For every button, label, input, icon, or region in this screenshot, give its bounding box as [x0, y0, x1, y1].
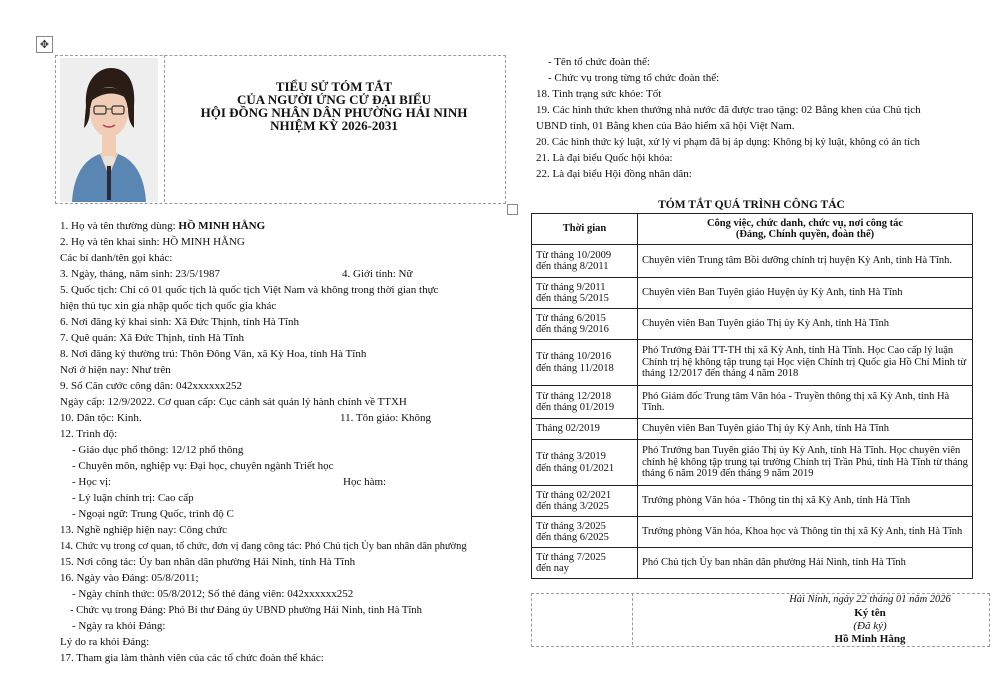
time-cell	[532, 386, 638, 419]
work-cell: Chuyên viên Ban Tuyên giáo Thị ủy Kỳ Anh, tỉnh Hà Tĩnh	[638, 309, 973, 340]
time-cell	[532, 440, 638, 486]
time-to: đến tháng 6/2025	[536, 532, 609, 543]
degree-line: - Học vị:	[72, 476, 112, 488]
occupation-line: 13. Nghề nghiệp hiện nay: Công chức	[60, 524, 227, 536]
awards-line-cont: UBND tỉnh, 01 Bằng khen của Bảo hiểm xã hội Việt Nam.	[536, 120, 795, 132]
title-line: TIỂU SỬ TÓM TẮT	[275, 79, 393, 94]
table-row	[532, 340, 973, 386]
full-name-value: HỒ MINH HẰNG	[178, 220, 266, 232]
org-position-line: - Chức vụ trong từng tổ chức đoàn thể:	[548, 72, 720, 84]
time-to: đến tháng 11/2018	[536, 362, 614, 374]
title-line: HỘI ĐỒNG NHÂN DÂN PHƯỜNG HẢI NINH	[200, 105, 468, 120]
table-row	[532, 486, 973, 517]
time-from: Từ tháng 9/2011	[536, 281, 606, 293]
table-row	[532, 440, 973, 486]
time-cell	[532, 309, 638, 340]
table-resize-icon[interactable]	[507, 204, 518, 215]
work-history-title: TÓM TẮT QUÁ TRÌNH CÔNG TÁC	[658, 199, 845, 211]
work-cell: Chuyên viên Trung tâm Bồi dưỡng chính trị huyện Kỳ Anh, tỉnh Hà Tĩnh.	[638, 245, 973, 278]
current-residence-line: Nơi ở hiện nay: Như trên	[60, 364, 171, 376]
hometown-line: 7. Quê quán: Xã Đức Thịnh, tỉnh Hà Tĩnh	[60, 332, 244, 344]
header-work	[638, 214, 973, 245]
id-number-line: 9. Số Căn cước công dân: 042xxxxxx252	[60, 380, 242, 392]
health-line: 18. Tình trạng sức khỏe: Tốt	[536, 88, 662, 100]
time-from: Từ tháng 7/2025	[536, 551, 606, 563]
birthdate-line: 3. Ngày, tháng, năm sinh: 23/5/1987	[60, 268, 220, 280]
nationality-line: 5. Quốc tịch: Chỉ có 01 quốc tịch là quốc tịch Việt Nam và không trong thời gian thực	[60, 284, 439, 296]
time-from: Từ tháng 10/2009	[536, 249, 612, 261]
time-from: Từ tháng 02/2021	[536, 489, 612, 501]
time-cell	[532, 419, 638, 440]
birth-name-line: 2. Họ và tên khai sinh: HỒ MINH HẰNG	[60, 236, 245, 248]
ethnicity-line: 10. Dân tộc: Kinh.	[60, 412, 142, 424]
title-line: NHIỆM KỲ 2026-2031	[270, 118, 398, 133]
time-from: Từ tháng 6/2015	[536, 312, 606, 324]
time-cell	[532, 486, 638, 517]
work-cell: Phó Chủ tịch Ủy ban nhân dân phường Hải Ninh, tỉnh Hà Tĩnh	[638, 548, 973, 579]
table-row	[532, 278, 973, 309]
table-move-icon[interactable]: ✥	[36, 36, 53, 53]
academic-title-line: Học hàm:	[343, 476, 387, 488]
table-row	[532, 309, 973, 340]
time-cell	[532, 340, 638, 386]
work-cell: Chuyên viên Ban Tuyên giáo Thị ủy Kỳ Anh, tỉnh Hà Tĩnh	[638, 419, 973, 440]
work-cell: Chuyên viên Ban Tuyên giáo Huyện ủy Kỳ Anh, tỉnh Hà Tĩnh	[638, 278, 973, 309]
table-row	[532, 548, 973, 579]
table-row	[532, 386, 973, 419]
birth-registration-line: 6. Nơi đăng ký khai sinh: Xã Đức Thịnh, tỉnh Hà Tĩnh	[60, 316, 299, 328]
time-from: Từ tháng 12/2018	[536, 390, 612, 402]
general-education-line: - Giáo dục phổ thông: 12/12 phổ thông	[72, 444, 244, 456]
time-cell	[532, 245, 638, 278]
work-history-table	[531, 213, 973, 579]
party-leave-reason-line: Lý do ra khỏi Đảng:	[60, 636, 150, 648]
awards-line: 19. Các hình thức khen thưởng nhà nước đã được trao tặng: 02 Bằng khen của Chủ tịch	[536, 104, 921, 116]
signed-note: (Đã ký)	[853, 620, 887, 632]
foreign-language-line: - Ngoại ngữ: Trung Quốc, trình độ C	[72, 508, 234, 520]
table-header-row	[532, 214, 973, 245]
specialization-line: - Chuyên môn, nghiệp vụ: Đại học, chuyên ngành Triết học	[72, 460, 334, 472]
table-row	[532, 245, 973, 278]
education-heading: 12. Trình độ:	[60, 428, 118, 440]
discipline-line: 20. Các hình thức kỷ luật, xử lý vi phạm đã bị áp dụng: Không bị kỷ luật, không có án tích	[536, 137, 920, 148]
permanent-residence-line: 8. Nơi đăng ký thường trú: Thôn Đông Văn, xã Kỳ Hoa, tỉnh Hà Tĩnh	[60, 348, 367, 360]
gender-line: 4. Giới tính: Nữ	[342, 268, 413, 280]
signature-label: Ký tên	[854, 607, 886, 619]
organizations-line: 17. Tham gia làm thành viên của các tổ chức đoàn thể khác:	[60, 652, 324, 664]
table-row	[532, 517, 973, 548]
id-issue-line: Ngày cấp: 12/9/2022. Cơ quan cấp: Cục cảnh sát quản lý hành chính về TTXH	[60, 396, 407, 408]
time-cell	[532, 548, 638, 579]
header-work-line: (Đảng, Chính quyền, đoàn thể)	[735, 229, 875, 240]
full-name-label: 1. Họ và tên thường dùng:	[60, 220, 179, 232]
table-row	[532, 419, 973, 440]
work-cell: Trưởng phòng Văn hóa - Thông tin thị xã Kỳ Anh, tỉnh Hà Tĩnh	[638, 486, 973, 517]
signer-name: Hồ Minh Hằng	[834, 633, 906, 645]
national-assembly-line: 21. Là đại biểu Quốc hội khóa:	[536, 152, 673, 164]
workplace-line: 15. Nơi công tác: Ủy ban nhân dân phường Hải Ninh, tỉnh Hà Tĩnh	[60, 556, 356, 568]
time-to: đến tháng 01/2021	[536, 462, 615, 474]
party-leave-line: - Ngày ra khỏi Đảng:	[72, 620, 166, 632]
time-from: Từ tháng 10/2016	[536, 351, 612, 362]
time-from: Từ tháng 3/2025	[536, 520, 606, 532]
time-cell	[532, 517, 638, 548]
time-from: Tháng 02/2019	[536, 423, 600, 435]
position-line: 14. Chức vụ trong cơ quan, tổ chức, đơn vị đang công tác: Phó Chủ tịch Ủy ban nhân dân phường	[60, 541, 467, 552]
party-official-line: - Ngày chính thức: 05/8/2012; Số thẻ đảng viên: 042xxxxxx252	[72, 588, 354, 600]
time-to: đến nay	[536, 563, 569, 574]
time-cell	[532, 278, 638, 309]
time-to: đến tháng 3/2025	[536, 501, 609, 512]
header-time: Thời gian	[532, 214, 638, 245]
time-to: đến tháng 01/2019	[536, 402, 615, 413]
political-theory-line: - Lý luận chính trị: Cao cấp	[72, 492, 194, 504]
party-position-line: - Chức vụ trong Đảng: Phó Bí thư Đảng ủy UBND phường Hải Ninh, tỉnh Hà Tĩnh	[70, 605, 422, 616]
aliases-line: Các bí danh/tên gọi khác:	[60, 252, 173, 264]
time-from: Từ tháng 3/2019	[536, 451, 606, 462]
candidate-photo	[60, 58, 158, 202]
nationality-line-cont: hiện thủ tục xin gia nhập quốc tịch quốc gia khác	[60, 300, 277, 312]
signature-divider	[632, 593, 633, 645]
work-cell: Phó Trưởng Đài TT-TH thị xã Kỳ Anh, tỉnh Hà Tĩnh. Học Cao cấp lý luận Chính trị hệ không tập trung tại Học viện Chính trị Quốc gia Hồ Chí Minh từ tháng 12/2017 đến tháng 4 năm 2018	[638, 340, 973, 386]
header-divider	[164, 55, 165, 202]
org-name-line: - Tên tổ chức đoàn thể:	[548, 56, 650, 68]
work-cell: Phó Giám đốc Trung tâm Văn hóa - Truyền thông thị xã Kỳ Anh, tỉnh Hà Tĩnh.	[638, 386, 973, 419]
document-title	[166, 80, 502, 132]
header-work-line: Công việc, chức danh, chức vụ, nơi công tác	[706, 217, 904, 229]
party-join-line: 16. Ngày vào Đảng: 05/8/2011;	[60, 572, 199, 584]
time-to: đến tháng 5/2015	[536, 293, 609, 304]
time-to: đến tháng 8/2011	[536, 261, 609, 272]
title-line: CỦA NGƯỜI ỨNG CỬ ĐẠI BIỂU	[237, 92, 431, 107]
work-cell: Phó Trưởng ban Tuyên giáo Thị ủy Kỳ Anh, tỉnh Hà Tĩnh. Học chuyên viên chính hệ không tập trung tại trường Chính trị Trần Phú, tỉnh Hà Tĩnh từ tháng tháng 6 năm 2019 đến tháng 9 năm 2019	[638, 440, 973, 486]
full-name-line	[60, 220, 265, 233]
religion-line: 11. Tôn giáo: Không	[340, 412, 432, 424]
peoples-council-line: 22. Là đại biểu Hội đồng nhân dân:	[536, 168, 692, 180]
signature-date: Hải Ninh, ngày 22 tháng 01 năm 2026	[789, 594, 951, 605]
time-to: đến tháng 9/2016	[536, 324, 609, 335]
work-cell: Trưởng phòng Văn hóa, Khoa học và Thông tin thị xã Kỳ Anh, tỉnh Hà Tĩnh	[638, 517, 973, 548]
